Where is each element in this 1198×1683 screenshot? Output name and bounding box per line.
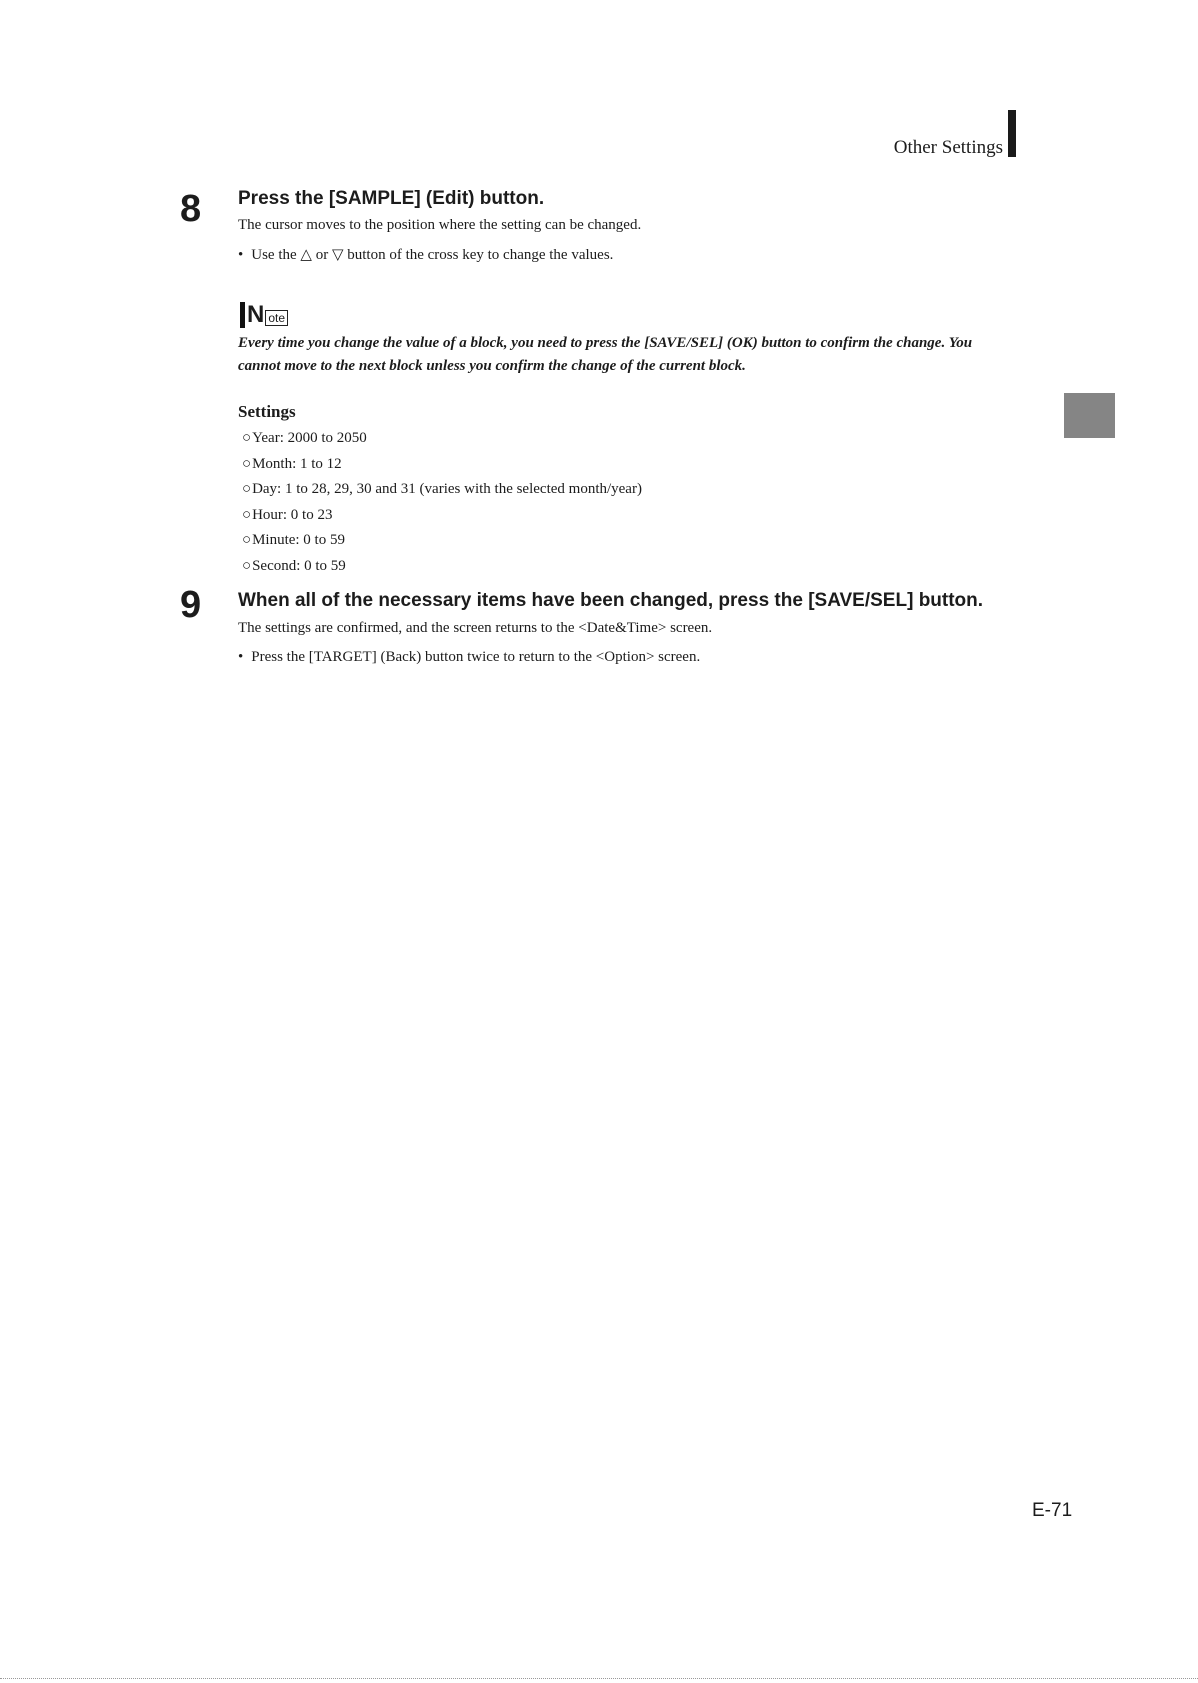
settings-list [242,426,642,579]
step-8-bullet [238,245,613,264]
settings-item-text: Year: 2000 to 2050 [252,430,367,446]
settings-item-day [242,477,642,503]
settings-item-hour [242,503,642,529]
note-badge [240,302,288,328]
bullet-dot: • [238,649,244,665]
settings-item-text: Second: 0 to 59 [252,557,346,574]
footer-rule [0,1678,1198,1679]
step-9-body: The settings are confirmed, and the screen returns to the <Date&Time> screen. [238,620,713,636]
step-number-9: 9 [180,584,202,626]
circle-bullet: ○ [242,532,252,548]
note-badge-sub: ote [265,310,288,326]
settings-item-second [242,554,642,580]
circle-bullet: ○ [242,557,252,574]
settings-item-year [242,426,642,452]
settings-item-month [242,452,642,478]
settings-item-text: Hour: 0 to 23 [252,506,333,523]
section-title: Other Settings [893,137,1003,158]
step-8-bullet-text: Use the △ or ▽ button of the cross key to change the values. [251,247,614,263]
step-9-bullet [238,649,700,666]
settings-item-text: Minute: 0 to 59 [252,532,345,548]
note-bar [240,302,245,328]
settings-item-minute [242,528,642,554]
step-9-bullet-text: Press the [TARGET] (Back) button twice to return to the <Option> screen. [251,649,701,665]
note-badge-main: N [247,301,265,328]
step-number-8: 8 [180,188,202,230]
running-header [894,110,1016,157]
step-8-title: Press the [SAMPLE] (Edit) button. [238,188,545,209]
note-text: Every time you change the value of a block, you need to press the [SAVE/SEL] (OK) button to confirm the change. You cannot move to the next block unless you confirm the change of the current block. [238,335,973,374]
settings-item-text: Month: 1 to 12 [252,455,342,472]
settings-item-text: Day: 1 to 28, 29, 30 and 31 (varies with the selected month/year) [252,481,642,497]
chapter-side-tab [1064,393,1115,438]
circle-bullet: ○ [242,430,252,446]
header-bar [1008,110,1016,157]
bullet-dot: • [238,247,244,263]
circle-bullet: ○ [242,455,252,472]
circle-bullet: ○ [242,506,252,523]
page-number: E-71 [1032,1500,1073,1521]
settings-heading: Settings [238,402,296,421]
circle-bullet: ○ [242,481,252,497]
step-9-title: When all of the necessary items have been changed, press the [SAVE/SEL] button. [238,590,984,611]
step-8-body: The cursor moves to the position where the setting can be changed. [238,217,642,233]
